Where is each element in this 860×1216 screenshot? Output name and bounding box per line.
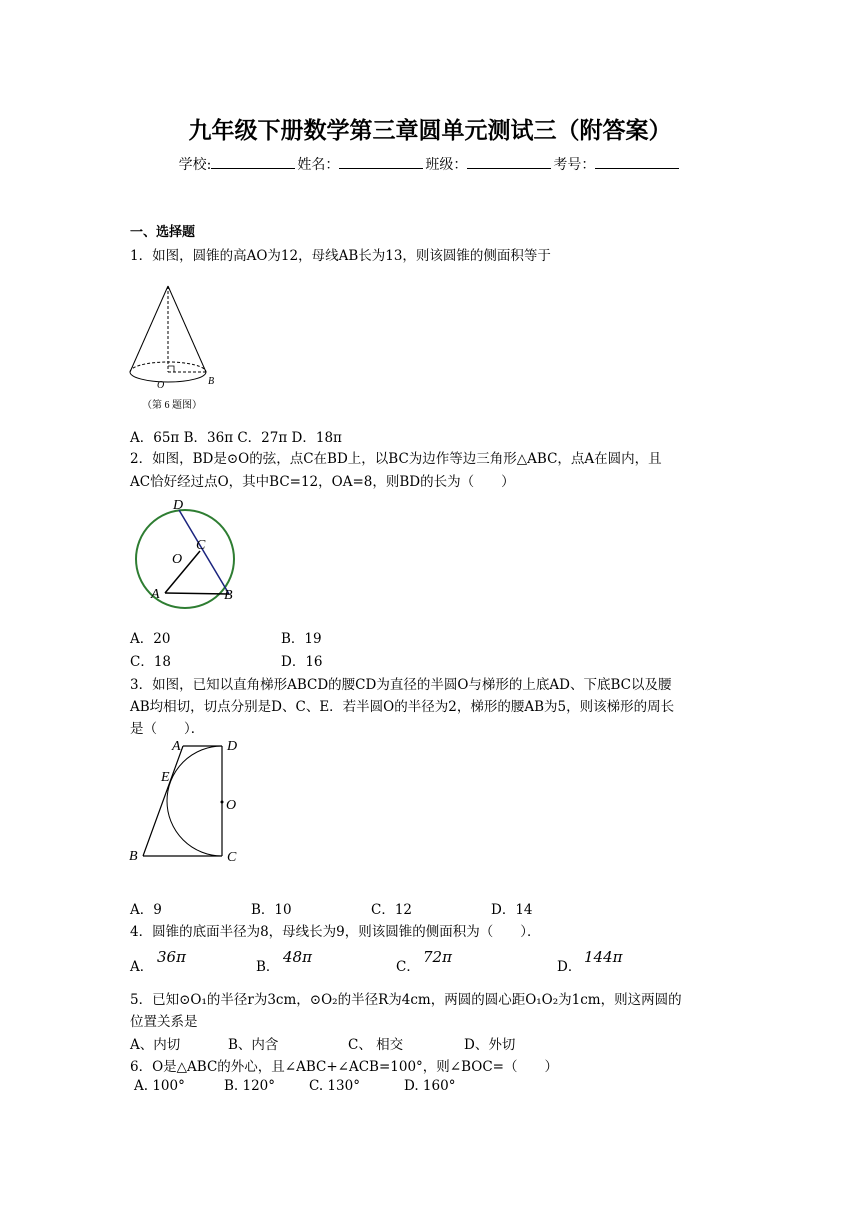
question-4-option-d-value: 144π	[584, 948, 623, 966]
label-b: B	[224, 588, 233, 603]
question-3-option-a: A．9	[130, 902, 162, 918]
cone-label-b: B	[208, 376, 215, 387]
label-c: C	[196, 538, 206, 553]
page-title: 九年级下册数学第三章圆单元测试三（附答案）	[188, 118, 672, 144]
label-o: O	[172, 552, 183, 567]
label-a: A	[151, 587, 160, 602]
question-3-option-b: B．10	[251, 902, 292, 918]
circle-chord-figure	[125, 496, 245, 616]
trap-label-b: B	[129, 849, 138, 864]
cone-figure	[120, 280, 230, 410]
trap-label-a: A	[172, 739, 181, 754]
question-2-option-d: D．16	[281, 654, 323, 670]
school-blank	[211, 156, 295, 169]
question-2-line2: AC恰好经过点O，其中BC=12，OA=8，则BD的长为（ ）	[130, 474, 515, 490]
question-1-text: 1．如图，圆锥的高AO为12，母线AB长为13，则该圆锥的侧面积等于	[130, 248, 551, 264]
trap-label-c: C	[227, 850, 237, 865]
name-label: 姓名：	[297, 157, 340, 173]
question-4-text: 4．圆锥的底面半径为8，母线长为9，则该圆锥的侧面积为（ ）．	[130, 924, 541, 940]
question-6-option-a: A. 100°	[134, 1078, 185, 1094]
question-4-option-c-value: 72π	[423, 948, 452, 966]
question-1-options: A．65π B．36π C．27π D．18π	[130, 430, 342, 446]
question-2-option-b: B．19	[281, 631, 322, 647]
question-3-option-d: D．14	[491, 902, 533, 918]
class-label: 班级：	[425, 157, 468, 173]
question-4-option-b-label: B．	[256, 959, 280, 975]
id-label: 考号：	[553, 157, 596, 173]
question-5-option-c: C、 相交	[348, 1037, 404, 1053]
question-6-option-d: D. 160°	[404, 1078, 456, 1094]
id-blank	[595, 156, 679, 169]
school-label: 学校:	[178, 157, 212, 173]
question-4-option-a-label: A．	[130, 959, 154, 975]
section-heading: 一、选择题	[130, 225, 196, 240]
question-5-option-a: A、内切	[130, 1037, 181, 1053]
question-5-line1: 5．已知⊙O₁的半径r为3cm，⊙O₂的半径R为4cm，两圆的圆心距O₁O₂为1cm，则这两圆的	[130, 992, 682, 1008]
question-6-text: 6．O是△ABC的外心，且∠ABC+∠ACB=100°，则∠BOC=（ ）	[130, 1059, 558, 1075]
question-4-option-d-label: D．	[557, 959, 582, 975]
question-6-option-b: B. 120°	[224, 1078, 276, 1094]
student-info-line	[0, 154, 860, 174]
cone-caption: （第 6 题图）	[142, 400, 202, 410]
question-2-option-a: A．20	[130, 631, 171, 647]
question-3-line2: AB均相切，切点分别是D、C、E．若半圆O的半径为2，梯形的腰AB为5，则该梯形的周长	[130, 699, 675, 715]
question-2-option-c: C．18	[130, 654, 172, 670]
question-4-option-b-value: 48π	[283, 948, 312, 966]
cone-label-o: O	[157, 380, 165, 391]
question-5-line2: 位置关系是	[130, 1014, 198, 1030]
trap-label-d: D	[227, 739, 238, 754]
question-3-line1: 3．如图，已知以直角梯形ABCD的腰CD为直径的半圆O与梯形的上底AD、下底BC以及腰	[130, 677, 672, 693]
question-4-option-a-value: 36π	[157, 948, 186, 966]
question-2-line1: 2．如图，BD是⊙O的弦，点C在BD上，以BC为边作等边三角形△ABC，点A在圆内，且	[130, 451, 662, 467]
class-blank	[467, 156, 551, 169]
trap-label-o: O	[226, 798, 237, 813]
question-5-option-d: D、外切	[464, 1037, 516, 1053]
question-3-line3: 是（ ）．	[130, 721, 205, 737]
question-6-option-c: C. 130°	[309, 1078, 360, 1094]
question-3-option-c: C．12	[371, 902, 413, 918]
trap-label-e: E	[161, 770, 170, 785]
question-5-option-b: B、内含	[228, 1037, 279, 1053]
label-d: D	[173, 498, 184, 513]
question-4-option-c-label: C．	[396, 959, 420, 975]
trapezoid-semicircle-figure	[125, 733, 250, 868]
name-blank	[339, 156, 423, 169]
